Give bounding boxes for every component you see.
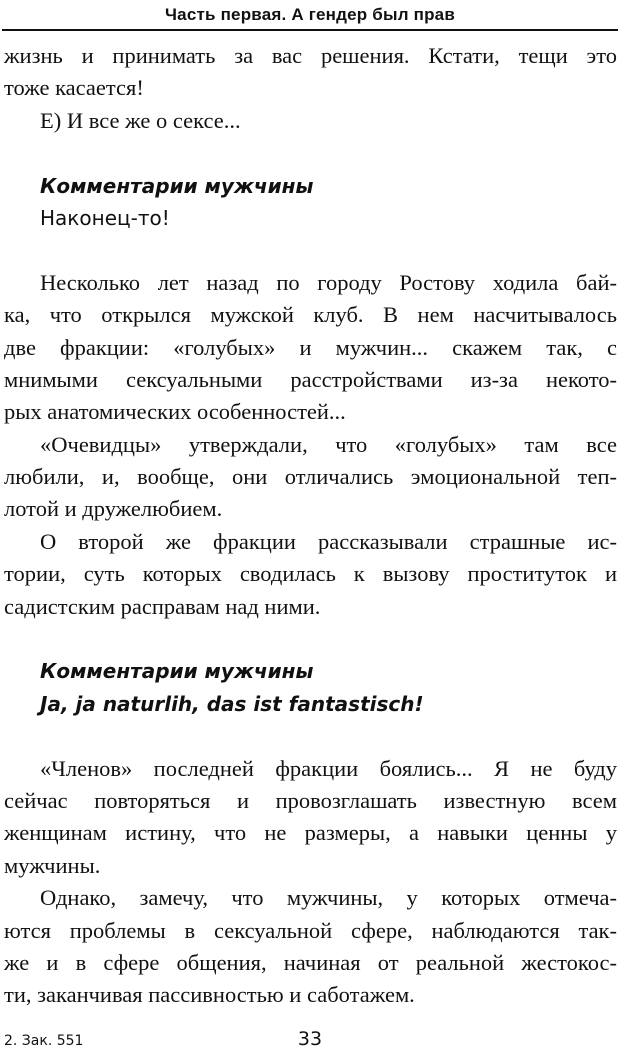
text-line: ти, заканчивая пассивностью и саботажем. xyxy=(4,982,415,1008)
text-line: «Членов» последней фракции боялись... Я не буду xyxy=(40,755,617,781)
blank-line xyxy=(4,137,617,169)
text-line: Однако, замечу, что мужчины, у которых отмеча- xyxy=(40,885,617,911)
blank-line xyxy=(4,623,617,655)
text-line: сейчас повторяться и провозглашать известную всем xyxy=(4,787,617,813)
text-line: две фракции: «голубых» и мужчин... скажем так, с xyxy=(4,334,617,360)
text-line: мнимыми сексуальными расстройствами из-за некото- xyxy=(4,366,617,392)
chapter-title: Часть первая. А гендер был прав xyxy=(165,5,455,24)
running-header xyxy=(0,0,620,36)
blank-line xyxy=(4,234,617,266)
comment-text: Наконец-то! xyxy=(40,205,170,230)
text-line: Несколько лет назад по городу Ростову ходила бай- xyxy=(40,269,617,295)
text-line: женщинам истину, что не размеры, а навыки ценны у xyxy=(4,820,617,846)
printer-signature: 2. Зак. 551 xyxy=(4,1033,84,1049)
text-line: мужчины. xyxy=(4,852,101,878)
page-body xyxy=(4,40,617,1012)
text-line: ка, что открылся мужской клуб. В нем насчитывалось xyxy=(4,302,617,328)
text-line: О второй же фракции рассказывали страшные ис- xyxy=(40,528,617,554)
section-heading: Е) И все же о сексе... xyxy=(40,107,241,133)
text-line: любили, и, вообще, они отличались эмоциональной теп- xyxy=(4,464,617,490)
text-line: «Очевидцы» утверждали, что «голубых» там все xyxy=(40,431,617,457)
comment-heading: Комментарии мужчины xyxy=(40,173,314,198)
comment-text: Ja, ja naturlih, das ist fantastisch! xyxy=(40,691,424,716)
text-line: ются проблемы в сексуальной сфере, наблюдаются так- xyxy=(4,917,617,943)
text-line: лотой и дружелюбием. xyxy=(4,496,223,522)
text-line: рых анатомических особенностей... xyxy=(4,399,346,425)
page-number: 33 xyxy=(297,1028,323,1050)
text-line: тории, суть которых сводилась к вызову проституток и xyxy=(4,561,617,587)
text-line: же и в сфере общения, начиная от реальной жестокос- xyxy=(4,949,617,975)
blank-line xyxy=(4,720,617,752)
text-line: тоже касается! xyxy=(4,75,144,101)
header-rule xyxy=(2,29,618,31)
text-line: садистским расправам над ними. xyxy=(4,593,321,619)
text-line: жизнь и принимать за вас решения. Кстати, тещи это xyxy=(4,43,617,68)
comment-heading: Комментарии мужчины xyxy=(40,659,314,684)
